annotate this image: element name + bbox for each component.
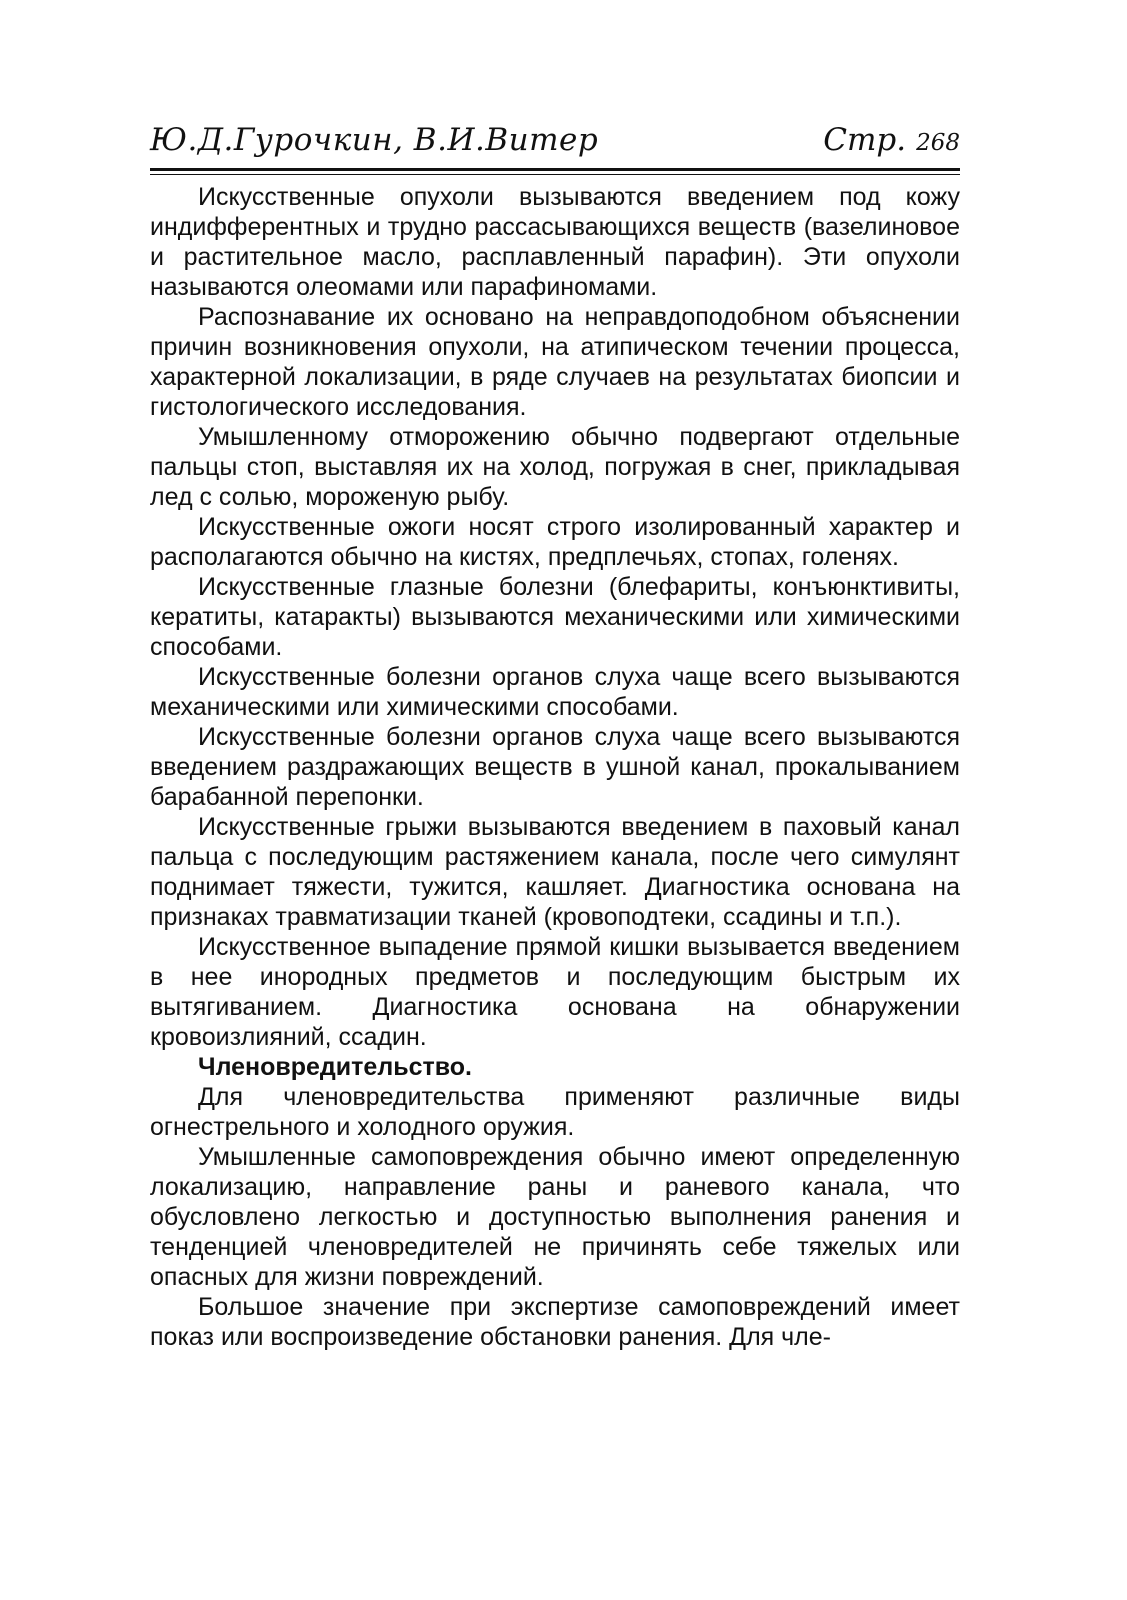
header-rule-thick	[150, 168, 960, 171]
page-body	[150, 182, 960, 1352]
paragraph: Большое значение при экспертизе самоповреждений имеет показ или воспроизведение обстановки ранения. Для чле-	[150, 1293, 960, 1351]
page-number: 268	[916, 130, 960, 156]
paragraph: Умышленному отморожению обычно подвергают отдельные пальцы стоп, выставляя их на холод, погружая в снег, прикладывая лед с солью, мороженую рыбу.	[150, 423, 960, 511]
paragraph: Искусственные опухоли вызываются введением под кожу индифферентных и трудно рассасывающихся веществ (вазелиновое и растительное масло, расплавленный парафин). Эти опухоли называются олеомами или парафиномами.	[150, 183, 960, 301]
header-authors: Ю.Д.Гурочкин, В.И.Витер	[150, 122, 599, 158]
header-page-number	[823, 122, 960, 158]
page-label: Стр.	[823, 122, 907, 158]
paragraph: Распознавание их основано на неправдоподобном объяснении причин возникновения опухоли, на атипическом течении процесса, характерной локализации, в ряде случаев на результатах биопсии и гистологического исследования.	[150, 303, 960, 421]
paragraph: Для членовредительства применяют различные виды огнестрельного и холодного оружия.	[150, 1083, 960, 1141]
paragraph: Искусственные глазные болезни (блефариты, конъюнктивиты, кератиты, катаракты) вызываются механическими или химическими способами.	[150, 573, 960, 661]
header-rule-thin	[150, 174, 960, 175]
running-header	[150, 118, 960, 168]
paragraph: Искусственные ожоги носят строго изолированный характер и располагаются обычно на кистях, предплечьях, стопах, голенях.	[150, 513, 960, 571]
paragraph: Умышленные самоповреждения обычно имеют определенную локализацию, направление раны и раневого канала, что обусловлено легкостью и доступностью выполнения ранения и тенденцией членовредителей не причинять себе тяжелых или опасных для жизни повреждений.	[150, 1143, 960, 1291]
paragraph: Искусственное выпадение прямой кишки вызывается введением в нее инородных предметов и последующим быстрым их вытягиванием. Диагностика основана на обнаружении кровоизлияний, ссадин.	[150, 933, 960, 1051]
paragraph: Искусственные болезни органов слуха чаще всего вызываются механическими или химическими способами.	[150, 663, 960, 721]
section-heading: Членовредительство.	[198, 1053, 472, 1081]
paragraph: Искусственные болезни органов слуха чаще всего вызываются введением раздражающих веществ в ушной канал, прокалыванием барабанной перепонки.	[150, 723, 960, 811]
paragraph: Искусственные грыжи вызываются введением в паховый канал пальца с последующим растяжением канала, после чего симулянт поднимает тяжести, тужится, кашляет. Диагностика основана на признаках травматизации тканей (кровоподтеки, ссадины и т.п.).	[150, 813, 960, 931]
